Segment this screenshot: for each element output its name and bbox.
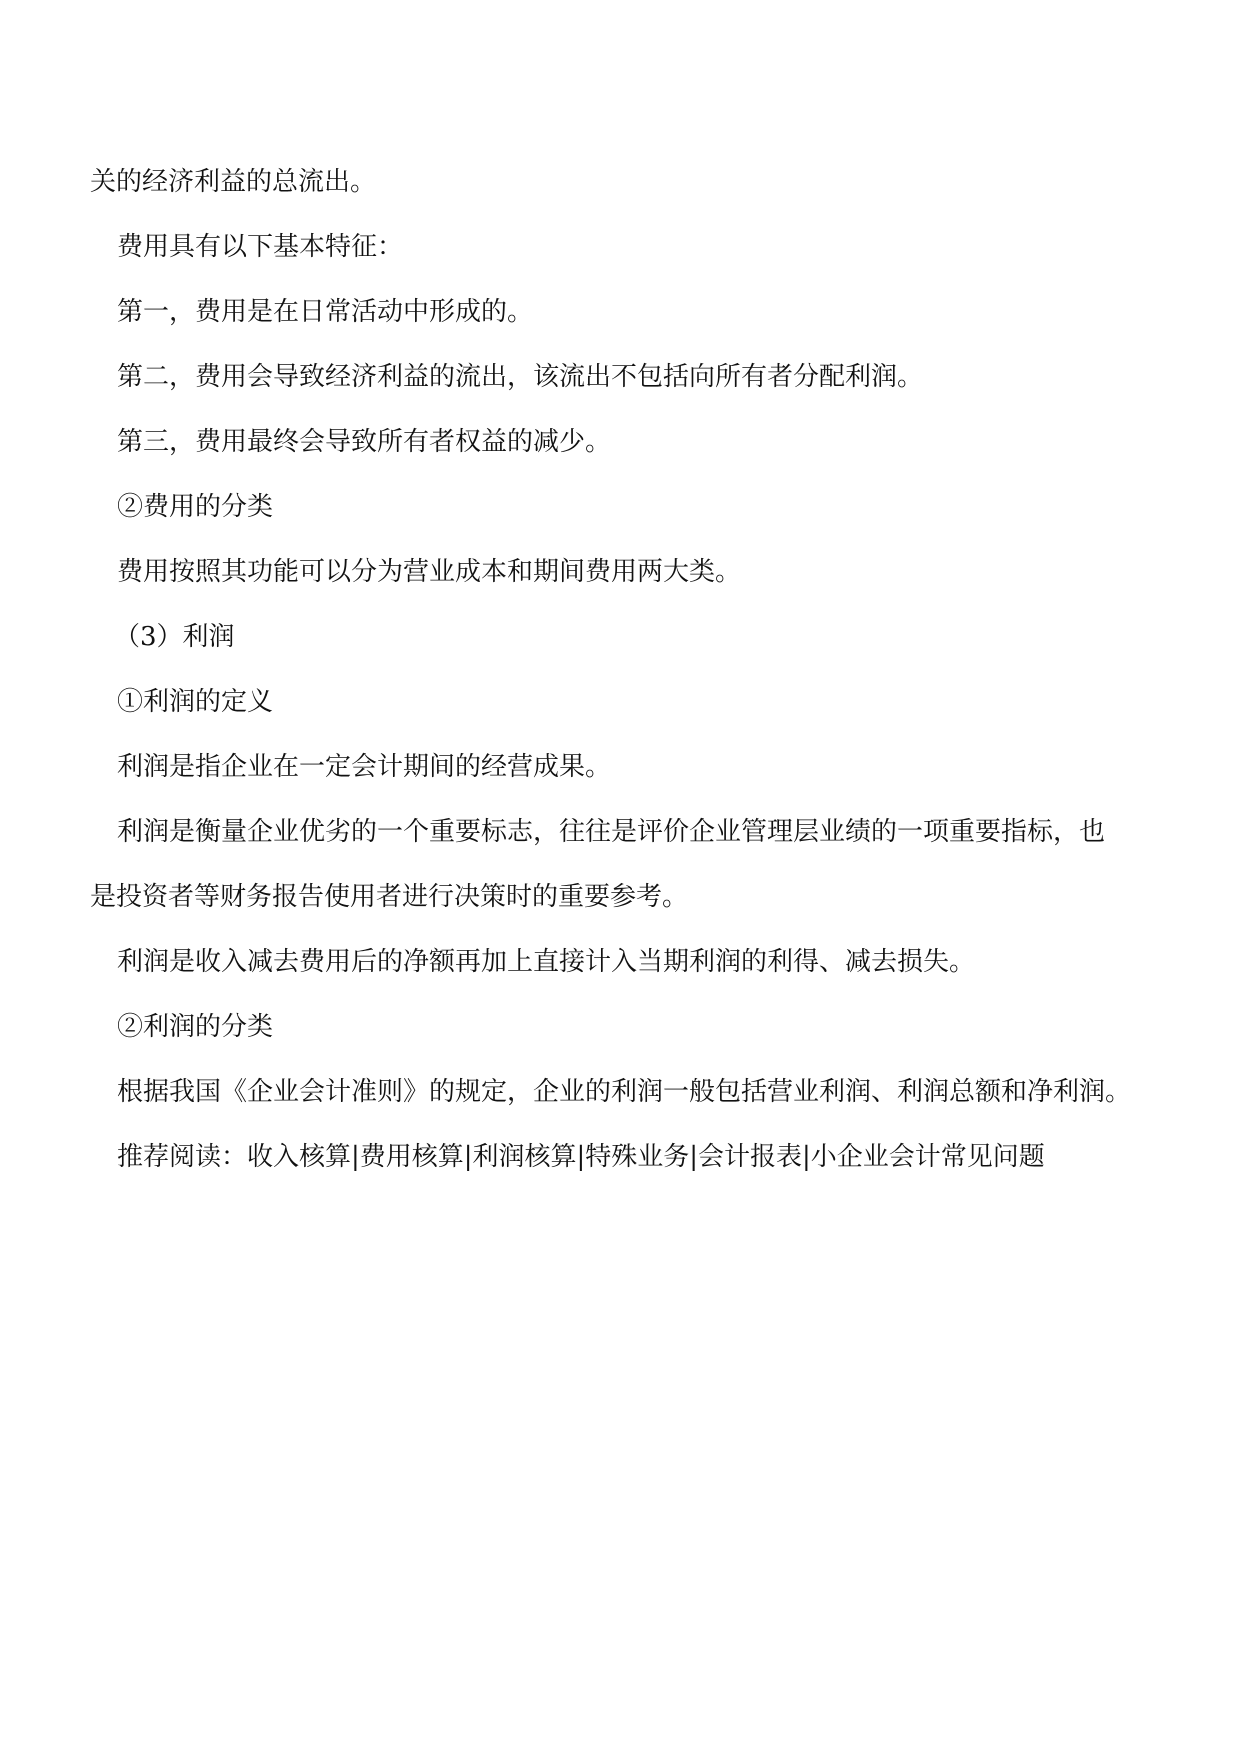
text-line-expense-categories: 费用按照其功能可以分为营业成本和期间费用两大类。 [117, 557, 742, 587]
text-line-feature-three: 第三，费用最终会导致所有者权益的减少。 [117, 427, 612, 457]
text-line-profit-formula: 利润是收入减去费用后的净额再加上直接计入当期利润的利得、减去损失。 [117, 947, 976, 977]
heading-expense-classification: ②费用的分类 [117, 492, 274, 522]
text-line-profit-types: 根据我国《企业会计准则》的规定，企业的利润一般包括营业利润、利润总额和净利润。 [117, 1077, 1132, 1107]
heading-profit-definition: ①利润的定义 [117, 687, 274, 717]
text-line-expense-features-intro: 费用具有以下基本特征： [117, 232, 404, 262]
text-line-continuation: 关的经济利益的总流出。 [90, 167, 377, 197]
heading-profit: （3）利润 [114, 622, 235, 652]
text-line-profit-importance: 利润是衡量企业优劣的一个重要标志，往往是评价企业管理层业绩的一项重要指标，也 [117, 817, 1106, 847]
text-line-profit-definition: 利润是指企业在一定会计期间的经营成果。 [117, 752, 612, 782]
text-line-feature-one: 第一，费用是在日常活动中形成的。 [117, 297, 534, 327]
recommended-reading: 推荐阅读：收入核算|费用核算|利润核算|特殊业务|会计报表|小企业会计常见问题 [117, 1142, 1045, 1172]
text-line-profit-importance-cont: 是投资者等财务报告使用者进行决策时的重要参考。 [90, 882, 689, 912]
text-line-feature-two: 第二，费用会导致经济利益的流出，该流出不包括向所有者分配利润。 [117, 362, 924, 392]
heading-profit-classification: ②利润的分类 [117, 1012, 274, 1042]
